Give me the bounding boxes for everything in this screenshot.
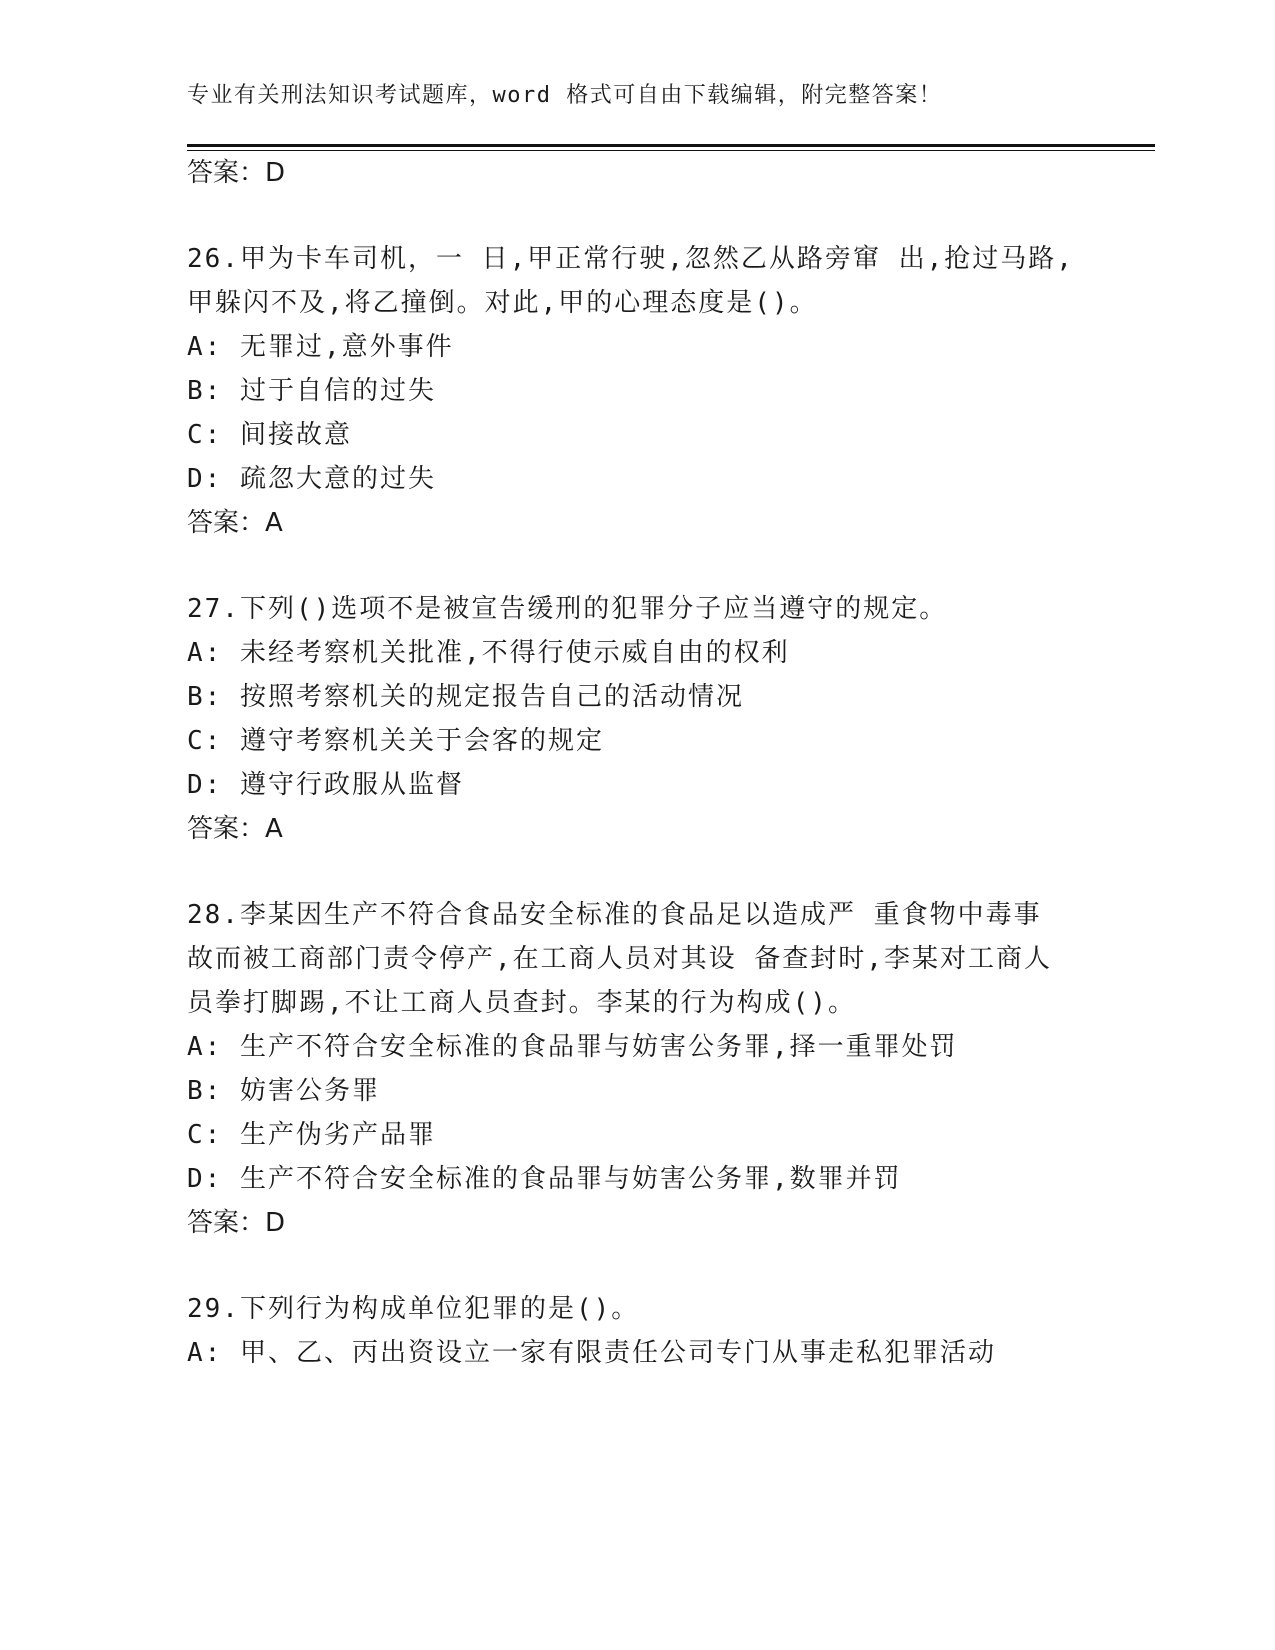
answer-28: 答案：D [187, 1208, 286, 1238]
header-rule-thin [187, 150, 1155, 151]
question-26-option-d: D: 疏忽大意的过失 [187, 464, 436, 494]
answer-25: 答案：D [187, 158, 286, 188]
question-26-stem-line-1: 26.甲为卡车司机，一 日,甲正常行驶,忽然乙从路旁窜 出,抢过马路, [187, 244, 1074, 274]
question-27-option-d: D: 遵守行政服从监督 [187, 770, 464, 800]
answer-27: 答案：A [187, 814, 283, 844]
answer-26: 答案：A [187, 508, 283, 538]
question-27-option-c: C: 遵守考察机关关于会客的规定 [187, 726, 604, 756]
question-28-option-d: D: 生产不符合安全标准的食品罪与妨害公务罪,数罪并罚 [187, 1164, 902, 1194]
question-28-stem-line-1: 28.李某因生产不符合食品安全标准的食品足以造成严 重食物中毒事 [187, 900, 1042, 930]
question-26-option-a: A: 无罪过,意外事件 [187, 332, 454, 362]
header-rule-thick [187, 144, 1155, 147]
question-29-stem-line-1: 29.下列行为构成单位犯罪的是()。 [187, 1294, 640, 1324]
document-header: 专业有关刑法知识考试题库，word 格式可自由下载编辑，附完整答案！ [187, 83, 943, 108]
question-26-option-c: C: 间接故意 [187, 420, 352, 450]
question-27-option-a: A: 未经考察机关批准,不得行使示威自由的权利 [187, 638, 790, 668]
question-28-stem-line-2: 故而被工商部门责令停产,在工商人员对其设 备查封时,李某对工商人 [187, 944, 1052, 974]
question-27-option-b: B: 按照考察机关的规定报告自己的活动情况 [187, 682, 744, 712]
question-26-option-b: B: 过于自信的过失 [187, 376, 436, 406]
question-27-stem-line-1: 27.下列()选项不是被宣告缓刑的犯罪分子应当遵守的规定。 [187, 594, 948, 624]
question-28-stem-line-3: 员拳打脚踢,不让工商人员查封。李某的行为构成()。 [187, 988, 856, 1018]
question-28-option-b: B: 妨害公务罪 [187, 1076, 380, 1106]
question-28-option-c: C: 生产伪劣产品罪 [187, 1120, 436, 1150]
question-29-option-a: A: 甲、乙、丙出资设立一家有限责任公司专门从事走私犯罪活动 [187, 1338, 996, 1368]
question-28-option-a: A: 生产不符合安全标准的食品罪与妨害公务罪,择一重罪处罚 [187, 1032, 958, 1062]
question-26-stem-line-2: 甲躲闪不及,将乙撞倒。对此,甲的心理态度是()。 [187, 288, 818, 318]
